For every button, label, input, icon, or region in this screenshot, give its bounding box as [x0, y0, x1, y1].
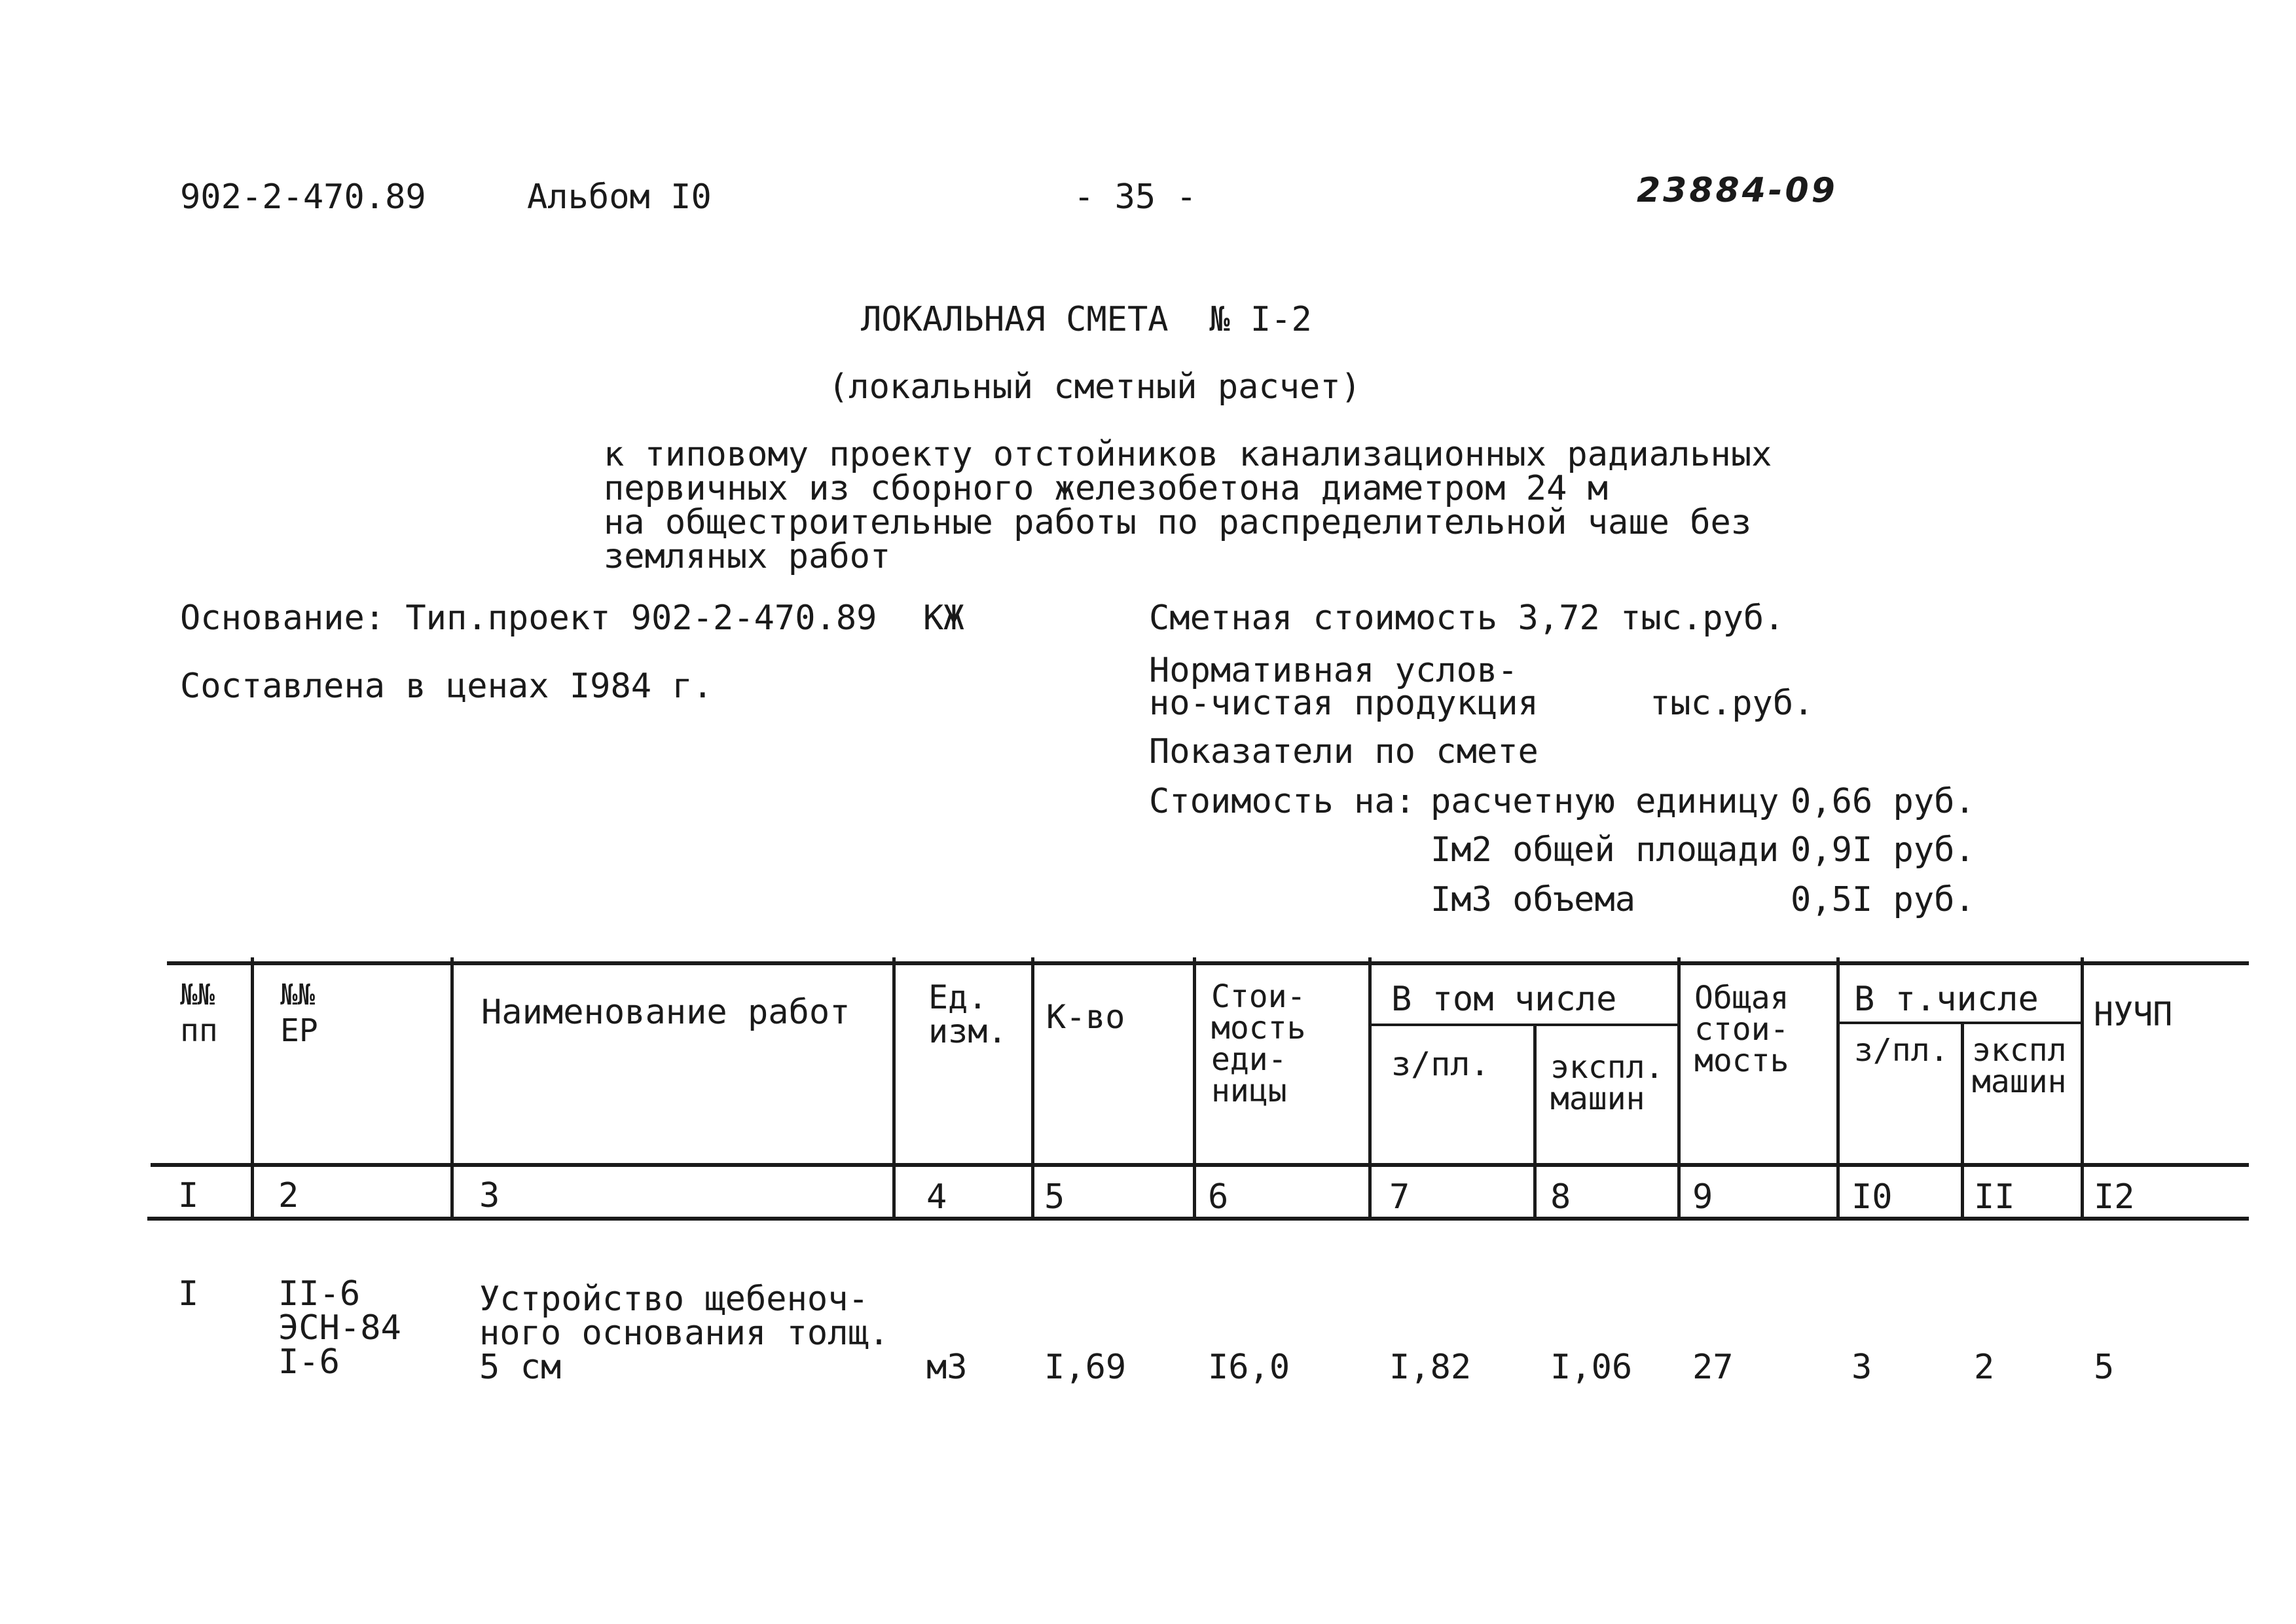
hdr-total-1: Общая — [1694, 980, 1789, 1016]
hdr-unit-1: Ед. — [928, 978, 988, 1016]
colnum-12: I2 — [2094, 1177, 2135, 1217]
colnum-3: 3 — [479, 1176, 500, 1215]
row-total-machines: 2 — [1974, 1348, 1995, 1387]
colnum-5: 5 — [1044, 1177, 1065, 1217]
col-divider-2 — [450, 957, 454, 1219]
col-divider-1 — [251, 957, 254, 1219]
row-er-3: I-6 — [278, 1342, 340, 1382]
inventory-number: 23884-09 — [1637, 171, 1838, 210]
basis-label: Основание: Тип.проект 902-2-470.89 — [180, 599, 877, 638]
per-m2-value: 0,9I руб. — [1791, 830, 1975, 870]
colnum-6: 6 — [1208, 1177, 1229, 1217]
cost-label: Стоимость на: — [1149, 782, 1415, 821]
colnum-10: I0 — [1851, 1177, 1893, 1217]
row-machines: I,06 — [1550, 1348, 1633, 1387]
row-wage: I,82 — [1389, 1348, 1472, 1387]
col-divider-5 — [1193, 957, 1196, 1219]
desc-line-2: первичных из сборного железобетона диаметром 24 м — [604, 469, 1609, 508]
hdr-total-2: стои- — [1694, 1011, 1789, 1048]
basis-mark: КЖ — [923, 599, 964, 638]
hdr-er-2: ЕР — [280, 1012, 318, 1049]
per-unit-label: расчетную единицу — [1430, 782, 1779, 821]
indicators-label: Показатели по смете — [1149, 732, 1539, 771]
per-unit-value: 0,66 руб. — [1791, 782, 1975, 821]
col-divider-7 — [1533, 1024, 1537, 1219]
desc-line-4: земляных работ — [604, 537, 891, 576]
numbers-bottom-rule — [147, 1217, 2249, 1221]
row-num: I — [178, 1274, 199, 1314]
doc-title: ЛОКАЛЬНАЯ СМЕТА № I-2 — [861, 300, 1312, 339]
col-divider-11 — [2081, 957, 2084, 1219]
page-number: - 35 - — [1074, 177, 1197, 217]
colnum-9: 9 — [1692, 1177, 1713, 1217]
normative-line-2: но-чистая продукция — [1149, 684, 1539, 723]
hdr-group-1: В том числе — [1391, 980, 1617, 1019]
normative-line-1: Нормативная услов- — [1149, 651, 1518, 690]
estimate-cost: Сметная стоимость 3,72 тыс.руб. — [1149, 599, 1785, 638]
hdr-wage: з/пл. — [1391, 1045, 1490, 1083]
row-total-wage: 3 — [1851, 1348, 1872, 1387]
hdr-group-2: В т.числе — [1854, 980, 2039, 1019]
hdr-total-machines-1: экспл — [1972, 1032, 2067, 1069]
row-name-3: 5 см — [479, 1348, 562, 1387]
per-m2-label: Iм2 общей площади — [1430, 830, 1779, 870]
per-m3-label: Iм3 объема — [1430, 880, 1636, 919]
row-qty: I,69 — [1044, 1348, 1127, 1387]
hdr-cost-4: ницы — [1211, 1073, 1287, 1109]
hdr-machines-2: машин — [1550, 1080, 1645, 1117]
colnum-2: 2 — [278, 1176, 299, 1215]
colnum-4: 4 — [926, 1177, 947, 1217]
hdr-cost-1: Стои- — [1211, 978, 1306, 1015]
hdr-num-1: №№ — [180, 978, 215, 1012]
colnum-7: 7 — [1389, 1177, 1410, 1217]
row-name-1: Устройство щебеноч- — [479, 1280, 869, 1319]
hdr-unit-2: изм. — [928, 1012, 1008, 1050]
colnum-11: II — [1974, 1177, 2015, 1217]
col-divider-10 — [1961, 1022, 1964, 1219]
project-code: 902-2-470.89 — [180, 177, 426, 217]
hdr-total-3: мость — [1694, 1043, 1789, 1079]
colnum-8: 8 — [1550, 1177, 1571, 1217]
col-divider-8 — [1677, 957, 1681, 1219]
desc-line-3: на общестроительные работы по распределительной чаше без — [604, 503, 1752, 542]
hdr-name: Наименование работ — [481, 993, 850, 1032]
col-divider-9 — [1836, 957, 1840, 1219]
col-divider-6 — [1368, 957, 1372, 1219]
hdr-qty: К-во — [1046, 998, 1125, 1036]
row-er-2: ЭСН-84 — [278, 1308, 401, 1348]
row-er-1: II-6 — [278, 1274, 361, 1314]
hdr-nuchp: НУЧП — [2094, 995, 2173, 1033]
hdr-total-machines-2: машин — [1972, 1063, 2067, 1100]
hdr-cost-3: еди- — [1211, 1041, 1287, 1078]
hdr-cost-2: мость — [1211, 1010, 1306, 1046]
group1-rule — [1372, 1024, 1679, 1026]
table-top-rule — [167, 961, 2249, 965]
row-name-2: ного основания толщ. — [479, 1314, 890, 1353]
normative-unit: тыс.руб. — [1650, 684, 1814, 723]
hdr-er-1: №№ — [280, 978, 315, 1012]
header-bottom-rule — [151, 1163, 2249, 1167]
desc-line-1: к типовому проекту отстойников канализационных радиальных — [604, 435, 1772, 474]
row-unit-cost: I6,0 — [1208, 1348, 1290, 1387]
col-divider-3 — [892, 957, 896, 1219]
hdr-machines-1: экспл. — [1550, 1049, 1664, 1086]
per-m3-value: 0,5I руб. — [1791, 880, 1975, 919]
col-divider-4 — [1031, 957, 1034, 1219]
prices-year: Составлена в ценах I984 г. — [180, 667, 713, 706]
row-total: 27 — [1692, 1348, 1734, 1387]
doc-subtitle: (локальный сметный расчет) — [828, 367, 1361, 407]
row-unit: м3 — [926, 1348, 968, 1387]
hdr-num-2: пп — [180, 1012, 218, 1049]
colnum-1: I — [178, 1176, 199, 1215]
row-nuchp: 5 — [2094, 1348, 2115, 1387]
hdr-total-wage: з/пл. — [1854, 1032, 1949, 1069]
album-label: Альбом I0 — [527, 177, 712, 217]
